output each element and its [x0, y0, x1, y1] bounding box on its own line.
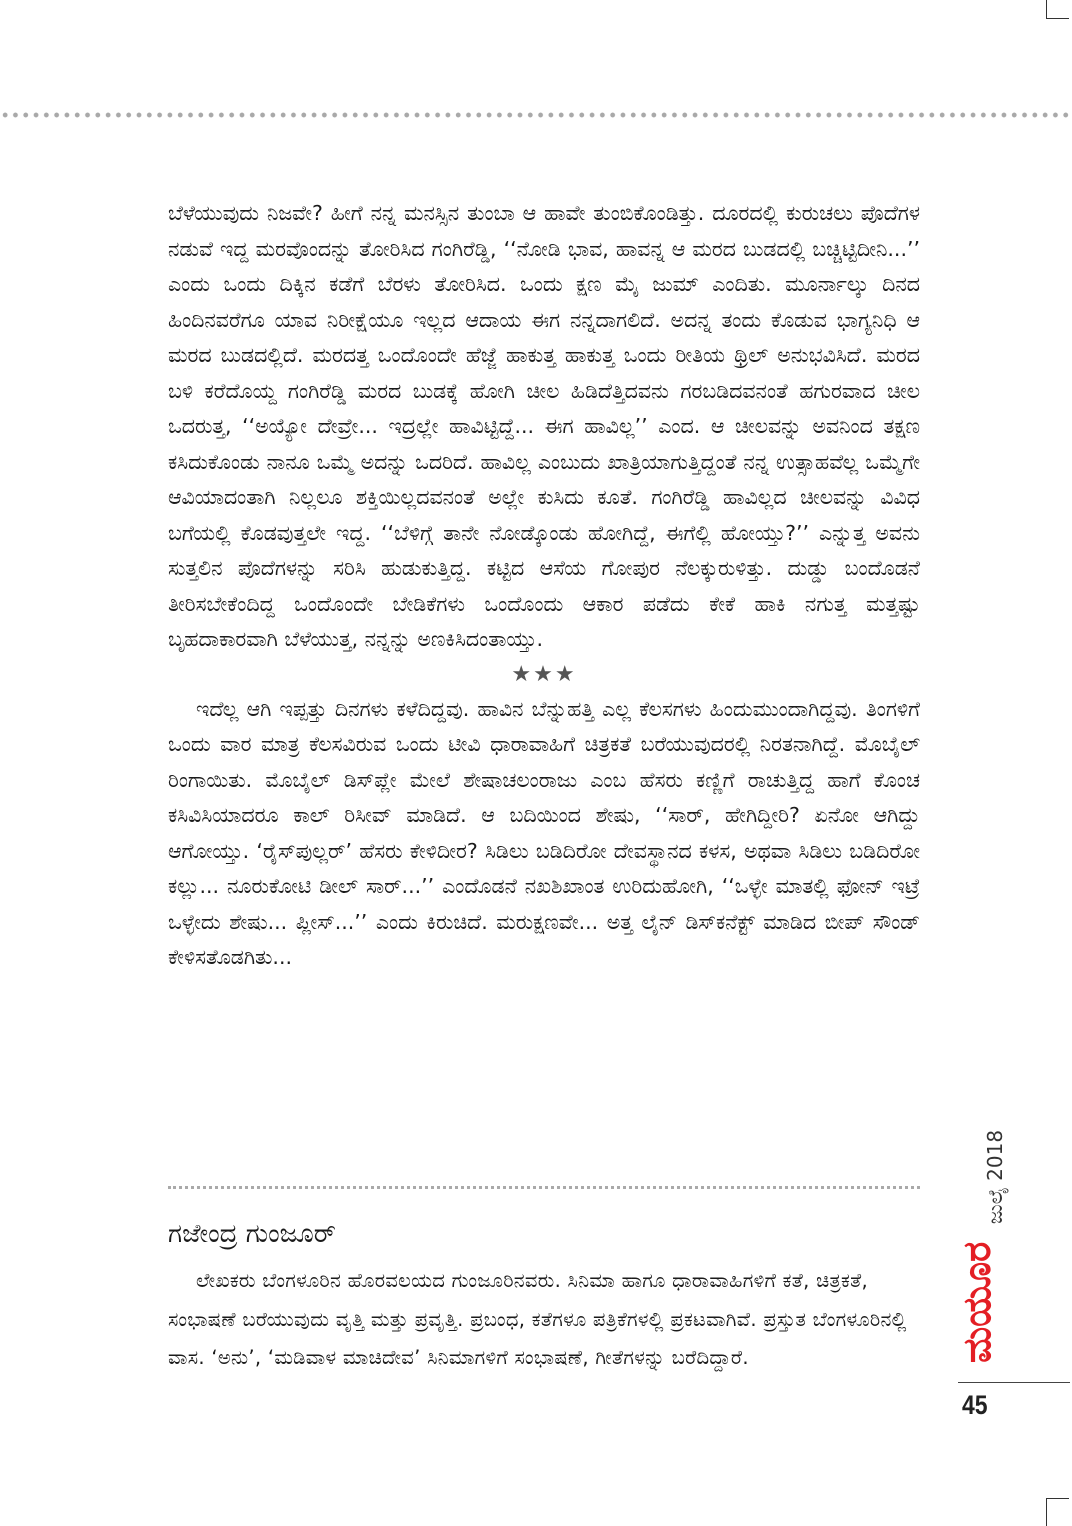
- page-number-rule: [958, 1382, 1070, 1383]
- author-dotted-divider: [168, 1186, 920, 1193]
- top-dotted-divider: [0, 111, 1072, 119]
- author-bio: ಲೇಖಕರು ಬೆಂಗಳೂರಿನ ಹೊರವಲಯದ ಗುಂಜೂರಿನವರು. ಸಿನಿಮಾ ಹಾಗೂ ಧಾರಾವಾಹಿಗಳಿಗೆ ಕತೆ, ಚಿತ್ರಕತೆ, ಸಂಭಾಷಣೆ ಬರೆಯುವುದು ವೃತ್ತಿ ಮತ್ತು ಪ್ರವೃತ್ತಿ. ಪ್ರಬಂಧ, ಕತೆಗಳೂ ಪತ್ರಿಕೆಗಳಲ್ಲಿ ಪ್ರಕಟವಾಗಿವೆ. ಪ್ರಸ್ತುತ ಬೆಂಗಳೂರಿನಲ್ಲಿ ವಾಸ. ‘ಅನು’, ‘ಮಡಿವಾಳ ಮಾಚಿದೇವ’ ಸಿನಿಮಾಗಳಿಗೆ ಸಂಭಾಷಣೆ, ಗೀತೆಗಳನ್ನು ಬರೆದಿದ್ದಾರೆ.: [168, 1269, 907, 1369]
- crop-mark-bottom: [1046, 1498, 1069, 1526]
- section-break-stars: ★★★: [511, 661, 577, 687]
- story-paragraph: ಬೆಳೆಯುವುದು ನಿಜವೇ? ಹೀಗೆ ನನ್ನ ಮನಸ್ಸಿನ ತುಂಬಾ ಆ ಹಾವೇ ತುಂಬಿಕೊಂಡಿತ್ತು. ದೂರದಲ್ಲಿ ಕುರುಚಲು ಪೊದೆಗಳ ನಡುವೆ ಇದ್ದ ಮರವೊಂದನ್ನು ತೋರಿಸಿದ ಗಂಗಿರೆಡ್ಡಿ, ‘‘ನೋಡಿ ಭಾವ, ಹಾವನ್ನ ಆ ಮರದ ಬುಡದಲ್ಲಿ ಬಚ್ಚಿಟ್ಟಿದೀನಿ...’’ ಎಂದು ಒಂದು ದಿಕ್ಕಿನ ಕಡೆಗೆ ಬೆರಳು ತೋರಿಸಿದ. ಒಂದು ಕ್ಷಣ ಮೈ ಜುಮ್ ಎಂದಿತು. ಮೂರ್ನಾಲ್ಕು ದಿನದ ಹಿಂದಿನವರೆಗೂ ಯಾವ ನಿರೀಕ್ಷೆಯೂ ಇಲ್ಲದ ಆದಾಯ ಈಗ ನನ್ನದಾಗಲಿದೆ. ಅದನ್ನ ತಂದು ಕೊಡುವ ಭಾಗ್ಯನಿಧಿ ಆ ಮರದ ಬುಡದಲ್ಲಿದೆ. ಮರದತ್ತ ಒಂದೊಂದೇ ಹೆಜ್ಜೆ ಹಾಕುತ್ತ ಹಾಕುತ್ತ ಒಂದು ರೀತಿಯ ಥ್ರಿಲ್ ಅನುಭವಿಸಿದೆ. ಮರದ ಬಳಿ ಕರೆದೊಯ್ದ ಗಂಗಿರೆಡ್ಡಿ ಮರದ ಬುಡಕ್ಕೆ ಹೋಗಿ ಚೀಲ ಹಿಡಿದೆತ್ತಿದವನು ಗರಬಡಿದವನಂತೆ ಹಗುರವಾದ ಚೀಲ ಒದರುತ್ತ, ‘‘ಅಯ್ಯೋ ದೇವ್ರೇ... ಇದ್ರಲ್ಲೇ ಹಾವಿಟ್ಟಿದ್ದೆ... ಈಗ ಹಾವಿಲ್ಲ’’ ಎಂದ. ಆ ಚೀಲವನ್ನು ಅವನಿಂದ ತಕ್ಷಣ ಕಸಿದುಕೊಂಡು ನಾನೂ ಒಮ್ಮೆ ಅದನ್ನು ಒದರಿದೆ. ಹಾವಿಲ್ಲ ಎಂಬುದು ಖಾತ್ರಿಯಾಗುತ್ತಿದ್ದಂತೆ ನನ್ನ ಉತ್ಸಾಹವೆಲ್ಲ ಒಮ್ಮೆಗೇ ಆವಿಯಾದಂತಾಗಿ ನಿಲ್ಲಲೂ ಶಕ್ತಿಯಿಲ್ಲದವನಂತೆ ಅಲ್ಲೇ ಕುಸಿದು ಕೂತೆ. ಗಂಗಿರೆಡ್ಡಿ ಹಾವಿಲ್ಲದ ಚೀಲವನ್ನು ವಿವಿಧ ಬಗೆಯಲ್ಲಿ ಕೊಡವುತ್ತಲೇ ಇದ್ದ. ‘‘ಬೆಳಿಗ್ಗೆ ತಾನೇ ನೋಡ್ಕೊಂಡು ಹೋಗಿದ್ದೆ, ಈಗೆಲ್ಲಿ ಹೋಯ್ತು?’’ ಎನ್ನುತ್ತ ಅವನು ಸುತ್ತಲಿನ ಪೊದೆಗಳನ್ನು ಸರಿಸಿ ಹುಡುಕುತ್ತಿದ್ದ. ಕಟ್ಟಿದ ಆಸೆಯ ಗೋಪುರ ನೆಲಕ್ಕುರುಳಿತ್ತು. ದುಡ್ಡು ಬಂದೊಡನೆ ತೀರಿಸಬೇಕೆಂದಿದ್ದ ಒಂದೊಂದೇ ಬೇಡಿಕೆಗಳು ಒಂದೊಂದು ಆಕಾರ ಪಡೆದು ಕೇಕೆ ಹಾಕಿ ನಗುತ್ತ ಮತ್ತಷ್ಟು ಬೃಹದಾಕಾರವಾಗಿ ಬೆಳೆಯುತ್ತ, ನನ್ನನ್ನು ಅಣಕಿಸಿದಂತಾಯ್ತು.: [168, 201, 920, 651]
- page-number: 45: [962, 1390, 988, 1420]
- author-name: ಗಜೇಂದ್ರ ಗುಂಜೂರ್: [168, 1219, 336, 1249]
- story-paragraph: ಇದೆಲ್ಲ ಆಗಿ ಇಪ್ಪತ್ತು ದಿನಗಳು ಕಳೆದಿದ್ದವು. ಹಾವಿನ ಬೆನ್ನುಹತ್ತಿ ಎಲ್ಲ ಕೆಲಸಗಳು ಹಿಂದುಮುಂದಾಗಿದ್ದವು. ತಿಂಗಳಿಗೆ ಒಂದು ವಾರ ಮಾತ್ರ ಕೆಲಸವಿರುವ ಒಂದು ಟೀವಿ ಧಾರಾವಾಹಿಗೆ ಚಿತ್ರಕತೆ ಬರೆಯುವುದರಲ್ಲಿ ನಿರತನಾಗಿದ್ದೆ. ಮೊಬೈಲ್ ರಿಂಗಾಯಿತು. ಮೊಬೈಲ್ ಡಿಸ್‌ಪ್ಲೇ ಮೇಲೆ ಶೇಷಾಚಲಂರಾಜು ಎಂಬ ಹೆಸರು ಕಣ್ಣಿಗೆ ರಾಚುತ್ತಿದ್ದ ಹಾಗೆ ಕೊಂಚ ಕಸಿವಿಸಿಯಾದರೂ ಕಾಲ್ ರಿಸೀವ್ ಮಾಡಿದೆ. ಆ ಬದಿಯಿಂದ ಶೇಷು, ‘‘ಸಾರ್, ಹೇಗಿದ್ದೀರಿ? ಏನೋ ಆಗಿದ್ದು ಆಗೋಯ್ತು. ‘ರೈಸ್‌ಪುಲ್ಲರ್’ ಹೆಸರು ಕೇಳಿದೀರ? ಸಿಡಿಲು ಬಡಿದಿರೋ ದೇವಸ್ಥಾನದ ಕಳಸ, ಅಥವಾ ಸಿಡಿಲು ಬಡಿದಿರೋ ಕಲ್ಲು... ನೂರುಕೋಟಿ ಡೀಲ್ ಸಾರ್...’’ ಎಂದೊಡನೆ ನಖಶಿಖಾಂತ ಉರಿದುಹೋಗಿ, ‘‘ಒಳ್ಳೇ ಮಾತಲ್ಲಿ ಫೋನ್ ಇಟ್ರೆ ಒಳ್ಳೇದು ಶೇಷು... ಪ್ಲೀಸ್...’’ ಎಂದು ಕಿರುಚಿದೆ. ಮರುಕ್ಷಣವೇ... ಅತ್ತ ಲೈನ್ ಡಿಸ್‌ಕನೆಕ್ಟ್ ಮಾಡಿದ ಬೀಪ್ ಸೌಂಡ್ ಕೇಳಿಸತೊಡಗಿತು...: [168, 696, 920, 969]
- story-body: [168, 196, 920, 976]
- crop-mark-top: [1046, 0, 1069, 19]
- magazine-name: ಮಯೂರ: [955, 1241, 999, 1363]
- issue-date: ಜುಲೈ 2018: [983, 1129, 1007, 1225]
